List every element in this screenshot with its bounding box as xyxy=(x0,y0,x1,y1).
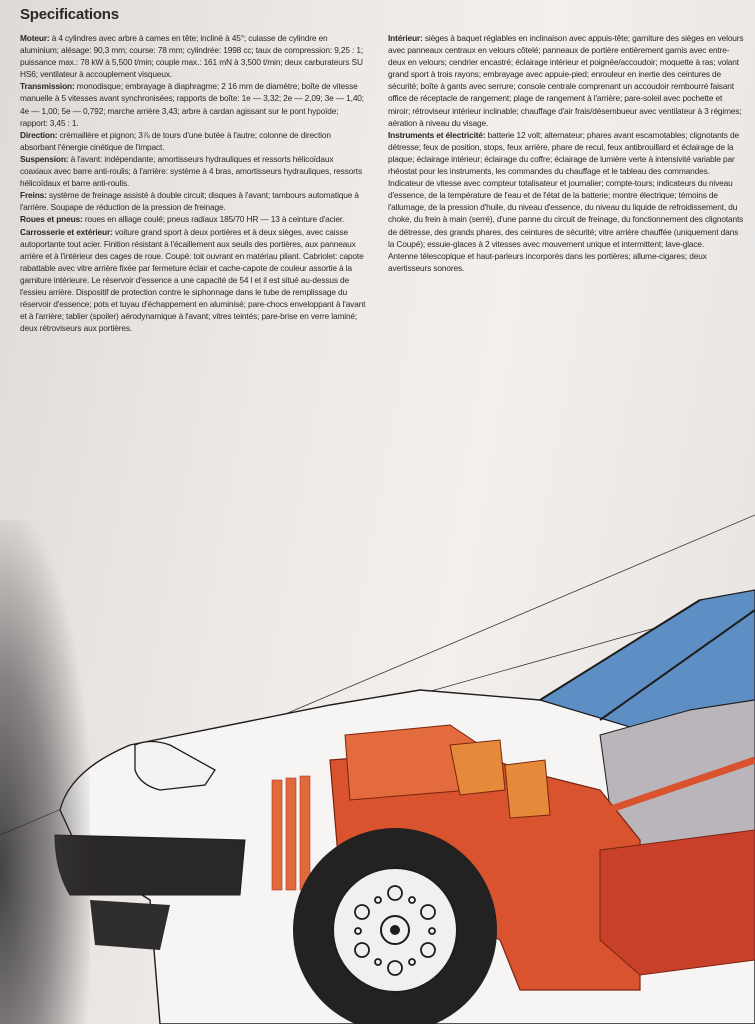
spec-label: Suspension: xyxy=(20,153,69,164)
front-wheel xyxy=(293,828,497,1024)
radiator xyxy=(272,776,310,890)
spec-text: système de freinage assisté à double circuit; disques à l'avant; tambours automatique à l'arrière. Soupape de réduction de la pression de freinage. xyxy=(20,190,359,213)
spec-text: batterie 12 volt; alternateur; phares avant escamotables; clignotants de détresse; feux de position, stops, feux arrière, phare de recul, feux antibrouillard et éclairage de la plaque; éclairage intérieur; éclairage du coffre; éclairage de lumière verte à intensivité variable par rhéostat pour les instruments, les commandes du chauffage et le tableau des commandes. xyxy=(388,129,739,177)
spec-text: voiture grand sport à deux portières et à deux sièges, avec caisse autoportante tout acier. Finition résistant à l'écaillement aux seuils des portières, aux panneaux arrière et à l'intérieur des cages de roue. Coupé: toit ouvrant en matériau pliant. Cabriolet: capote rabattable avec vitre arrière fixée par fermeture éclair et cache-capote de couleur assortie à la garniture intérieure. Le réservoir d'essence a une capacité de 54 l et il est situé au-dessus de l'essieu arrière. Dispositif de protection contre le siphonnage dans le tube de remplissage du réservoir d'essence; pots et tuyau d'échappement en aluminisé; pare-chocs enveloppant à l'avant et à l'arrière; tablier (spoiler) aérodynamique à l'avant; vitres teintés; pare-brise en verre laminé; deux rétroviseurs aux portières. xyxy=(20,226,366,334)
spec-text: crémaillère et pignon; 3⅞ de tours d'une butée à l'autre; colonne de direction absorbant l'énergie cinétique de l'impact. xyxy=(20,129,331,152)
spec-label: Transmission: xyxy=(20,81,75,92)
gearbox xyxy=(600,830,755,975)
photo-shadow xyxy=(0,520,90,1024)
spec-column-right xyxy=(388,32,744,274)
spec-paragraph xyxy=(20,213,366,225)
spec-text: monodisque; embrayage à diaphragme; 2 16 mm de diamètre; boîte de vitesse manuelle à 5 vitesses avant synchronisées; rapports de boîte: 1e — 3,32; 2e — 2,09; 3e — 1,40; 4e — 1,00; 5e — 0,792; marche arrière 3,43; arbre à cardan agissant sur le pont hypoïde; rapport: 3,45 : 1. xyxy=(20,81,364,128)
page-title: Specifications xyxy=(20,6,119,23)
spec-text: à 4 cylindres avec arbre à cames en tête; incliné à 45°; culasse de cylindre en aluminium; alésage: 90,3 mm; course: 78 mm; cylindrée: 1998 cc; taux de compression: 9,25 : 1; puissance max.: 78 kW à 5,500 t/min; couple max.: 161 mN à 3,500 t/min; deux carburateurs SU HS6; ventilateur à accouplement visqueux. xyxy=(20,33,363,80)
carburettor xyxy=(450,740,505,795)
spec-text: à l'avant: indépendante; amortisseurs hydrauliques et ressorts hélicoïdaux coaxiaux avec barre anti-roulis; à l'arrière: système à 4 bras, amortisseurs hydrauliques, ressorts hélicoïdaux et barre anti-roulis. xyxy=(20,153,362,189)
spec-text: Antenne télescopique et haut-parleurs incorporés dans les portières; allume-cigares; deux avertisseurs sonores. xyxy=(388,250,707,273)
spec-column-left xyxy=(20,32,366,334)
spec-paragraph xyxy=(388,250,744,274)
spec-paragraph xyxy=(20,153,366,189)
spec-paragraph xyxy=(20,80,366,128)
spec-paragraph xyxy=(388,177,744,250)
spec-paragraph xyxy=(20,189,366,213)
spec-label: Instruments et électricité: xyxy=(388,129,486,140)
spec-label: Moteur: xyxy=(20,33,50,43)
spec-label: Carrosserie et extérieur: xyxy=(20,226,113,237)
spec-text: Indicateur de vitesse avec compteur totalisateur et journalier; compte-tours; indicateurs du niveau d'essence, de la température de l'eau et de l'état de la batterie; montre électrique; témoins de l'allumage, de la pression d'huile, du niveau d'essence, du niveau du liquide de refroidissement, du choke, du frein à main (serré), d'une panne du circuit de freinage, du fonctionnement des clignotants de détresse, des grands phares, des ceintures de sécurité; vitre arrière chauffée (uniquement dans la Coupé); essuie-glaces à 2 vitesses avec mouvement unique et intermittent; lave-glace. xyxy=(388,178,744,249)
spec-paragraph xyxy=(388,129,744,177)
spec-paragraph xyxy=(388,32,744,129)
spec-label: Freins: xyxy=(20,190,47,201)
spec-label: Roues et pneus: xyxy=(20,214,83,225)
spec-text: sièges à baquet réglables en inclinaison avec appuis-tête; garniture des sièges en velours avec panneaux centraux en velours côtelé; panneaux de portière entièrement garnis avec entre-deux en velours; cendrier encastré; éclairage intérieur et poignée/accoudoir; moquette à ras; volant grand sport à trois rayons; embrayage avec appuie-pied; enrouleur en inertie des ceintures de sécurité; boîte à gants avec serrure; console centrale comprenant un accoudoir rembourré faisant office de réceptacle de rangement; plage de rangement à l'arrière; pare-soleil avec pochette et miroir; rétroviseur intérieur inclinable; chauffage d'air frais/désembueur avec ventilateur à 3 régimes; aération à niveau du visage. xyxy=(388,33,744,128)
spec-text: roues en alliage coulé; pneus radiaux 185/70 HR — 13 à ceinture d'acier. xyxy=(84,214,345,225)
front-spoiler xyxy=(90,900,170,950)
car-cutaway-illustration xyxy=(0,420,755,1024)
spec-paragraph xyxy=(20,129,366,153)
spec-label: Direction: xyxy=(20,129,58,140)
spec-label: Intérieur: xyxy=(388,33,423,43)
spec-paragraph xyxy=(20,32,366,80)
carburettor xyxy=(505,760,550,818)
spec-paragraph xyxy=(20,226,366,335)
